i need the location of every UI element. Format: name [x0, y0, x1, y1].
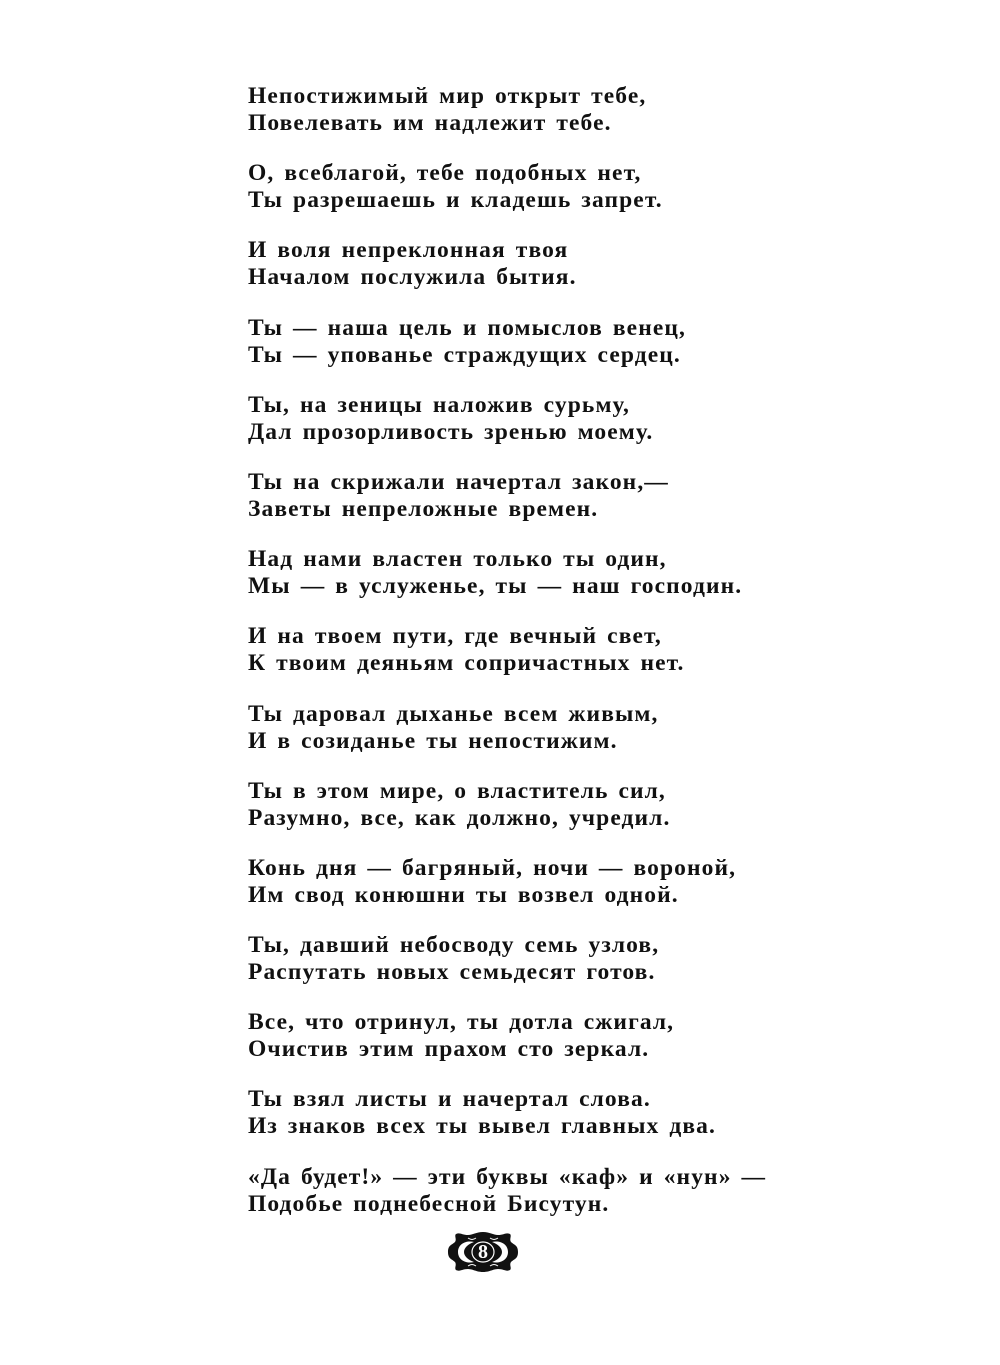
verse-line: Ты — наша цель и помыслов венец, [248, 314, 686, 341]
verse-line: Из знаков всех ты вывел главных два. [248, 1113, 716, 1140]
poem-text [248, 83, 968, 1241]
verse-line: Им свод конюшни ты возвел одной. [248, 881, 679, 908]
verse-line: Заветы непреложные времен. [248, 495, 599, 522]
verse-line: Разумно, все, как должно, учредил. [248, 804, 671, 831]
verse-line: Ты в этом мире, о властитель сил, [248, 777, 666, 804]
verse-line: О, всеблагой, тебе подобных нет, [248, 160, 642, 187]
stanza [248, 1086, 968, 1163]
stanza [248, 83, 968, 160]
stanza [248, 1009, 968, 1086]
stanza [248, 932, 968, 1009]
stanza [248, 546, 968, 623]
stanza [248, 315, 968, 392]
verse-line: К твоим деяньям сопричастных нет. [248, 650, 685, 677]
verse-line: Распутать новых семьдесят готов. [248, 959, 656, 986]
verse-line: Мы — в услуженье, ты — наш господин. [248, 573, 743, 600]
verse-line: Ты на скрижали начертал закон,— [248, 468, 669, 495]
stanza [248, 778, 968, 855]
verse-line: Подобье поднебесной Бисутун. [248, 1190, 610, 1217]
verse-line: И в созиданье ты непостижим. [248, 727, 618, 754]
verse-line: Все, что отринул, ты дотла сжигал, [248, 1009, 675, 1036]
verse-line: Очистив этим прахом сто зеркал. [248, 1036, 650, 1063]
verse-line: Ты даровал дыханье всем живым, [248, 700, 659, 727]
stanza [248, 1164, 968, 1241]
stanza [248, 469, 968, 546]
stanza [248, 701, 968, 778]
verse-line: Конь дня — багряный, ночи — вороной, [248, 854, 737, 881]
stanza [248, 392, 968, 469]
stanza [248, 855, 968, 932]
verse-line: Непостижимый мир открыт тебе, [248, 83, 647, 109]
stanza [248, 237, 968, 314]
stanza [248, 623, 968, 700]
verse-line: Повелевать им надлежит тебе. [248, 110, 612, 136]
verse-line: Ты — упованье страждущих сердец. [248, 341, 681, 368]
page-number: 8 [478, 1241, 488, 1263]
verse-line: Ты взял листы и начертал слова. [248, 1086, 651, 1113]
stanza [248, 160, 968, 237]
verse-line: Дал прозорливость зренью моему. [248, 418, 654, 445]
verse-line: Ты, на зеницы наложив сурьму, [248, 391, 631, 418]
verse-line: Началом послужила бытия. [248, 264, 577, 291]
verse-line: Ты разрешаешь и кладешь запрет. [248, 187, 663, 214]
verse-line: Ты, давший небосводу семь узлов, [248, 932, 660, 959]
verse-line: И на твоем пути, где вечный свет, [248, 623, 662, 650]
verse-line: И воля непреклонная твоя [248, 237, 569, 264]
page-number-ornament [446, 1230, 520, 1274]
verse-line: «Да будет!» — эти буквы «каф» и «нун» — [248, 1163, 767, 1190]
verse-line: Над нами властен только ты один, [248, 546, 667, 573]
